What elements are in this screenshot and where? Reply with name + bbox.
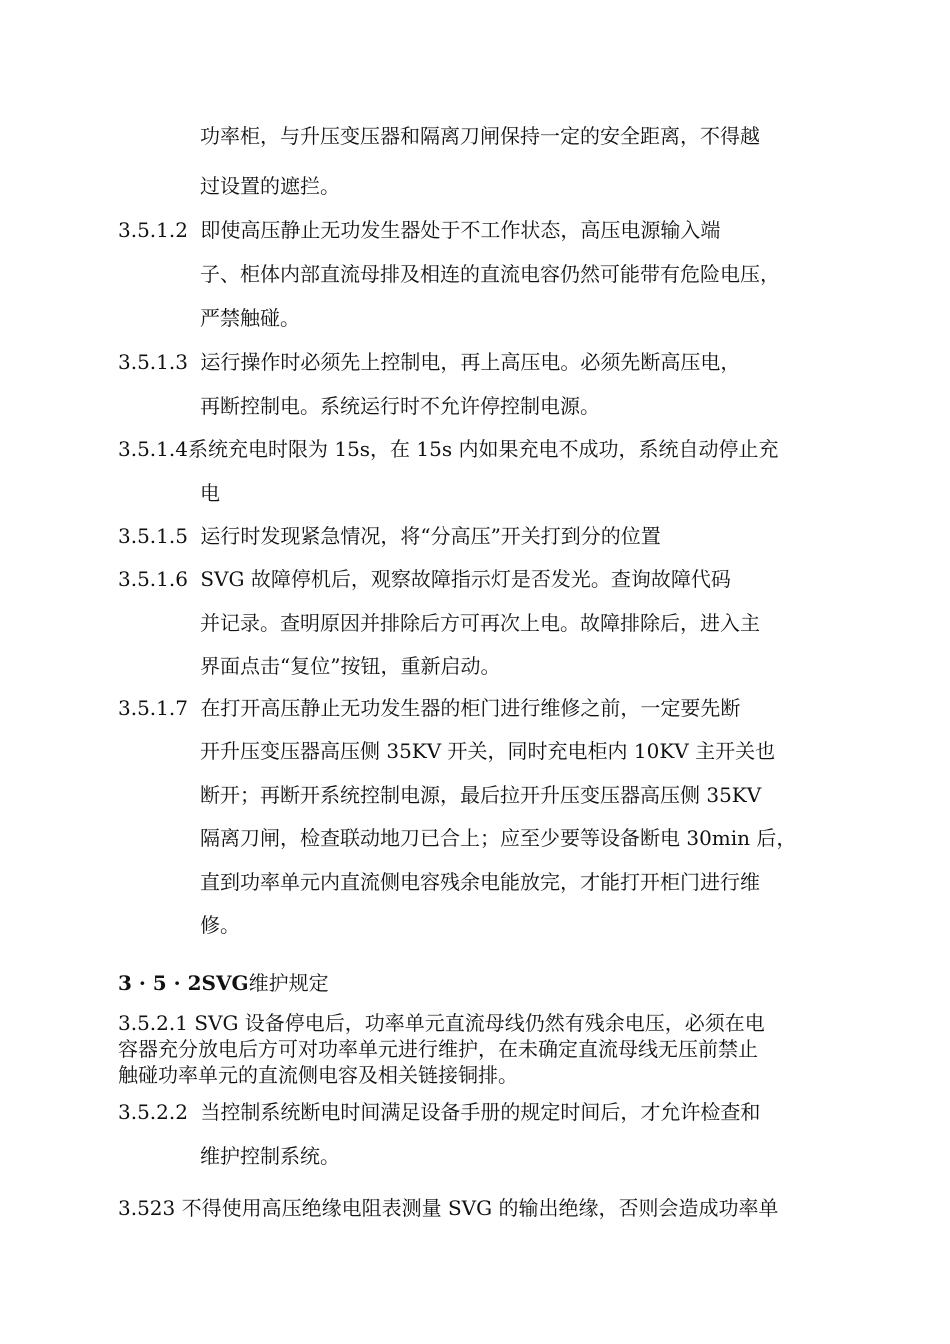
item-3517-line-2: 开升压变压器高压侧 35KV 开关，同时充电柜内 10KV 主开关也	[200, 739, 776, 763]
item-3512-line-3: 严禁触碰。	[200, 306, 300, 330]
item-3513-line-2: 再断控制电。系统运行时不允许停控制电源。	[200, 394, 600, 418]
item-number: 3.5.2.2	[118, 1100, 188, 1124]
section-title: 维护规定	[248, 971, 329, 995]
item-3522-line-2: 维护控制系统。	[200, 1144, 340, 1168]
item-3521-line-2: 容器充分放电后方可对功率单元进行维护，在未确定直流母线无压前禁止	[118, 1037, 758, 1061]
item-3516-line-3: 界面点击“复位”按钮，重新启动。	[200, 654, 501, 678]
section-heading-352	[118, 971, 329, 995]
item-text: 当控制系统断电时间满足设备手册的规定时间后，才允许检查和	[200, 1100, 761, 1124]
item-3523-line-1: 3.523 不得使用高压绝缘电阻表测量 SVG 的输出绝缘，否则会造成功率单	[118, 1196, 779, 1220]
item-text: 运行操作时必须先上控制电，再上高压电。必须先断高压电，	[200, 350, 741, 374]
item-text: 系统充电时限为 15s，在 15s 内如果充电不成功，系统自动停止充	[187, 437, 779, 461]
item-number: 3.5.1.7	[118, 696, 188, 720]
item-number: 3.5.1.4	[118, 437, 188, 461]
item-number: 3.5.1.2	[118, 218, 188, 242]
item-3521-line-3: 触碰功率单元的直流侧电容及相关链接铜排。	[118, 1063, 518, 1087]
item-text: 在打开高压静止无功发生器的柜门进行维修之前，一定要先断	[200, 696, 741, 720]
item-3512-first-line	[118, 218, 720, 242]
item-3516-first-line	[118, 567, 731, 591]
item-3517-line-4: 隔离刀闸，检查联动地刀已合上；应至少要等设备断电 30min 后，	[200, 826, 797, 850]
item-3517-line-5: 直到功率单元内直流侧电容残余电能放完，才能打开柜门进行维	[200, 870, 760, 894]
section-number: 3 · 5 · 2SVG	[118, 971, 249, 995]
item-3517-first-line	[118, 696, 740, 720]
item-3517-line-6: 修。	[200, 913, 240, 937]
item-number: 3.5.1.3	[118, 350, 188, 374]
item-3515-first-line	[118, 524, 661, 548]
item-3513-first-line	[118, 350, 740, 374]
item-3522-first-line	[118, 1100, 760, 1124]
item-number: 3.5.1.6	[118, 567, 188, 591]
item-number: 3.5.1.5	[118, 524, 188, 548]
item-text: SVG 故障停机后，观察故障指示灯是否发光。查询故障代码	[200, 567, 731, 591]
item-text: 即使高压静止无功发生器处于不工作状态，高压电源输入端	[200, 218, 721, 242]
item-3512-line-2: 子、柜体内部直流母排及相连的直流电容仍然可能带有危险电压，	[200, 262, 780, 286]
item-3516-line-2: 并记录。查明原因并排除后方可再次上电。故障排除后，进入主	[200, 611, 760, 635]
item-3514-line-2: 电	[200, 481, 220, 505]
continuation-line-1: 功率柜，与升压变压器和隔离刀闸保持一定的安全距离，不得越	[200, 124, 760, 148]
item-3517-line-3: 断开；再断开系统控制电源，最后拉开升压变压器高压侧 35KV	[200, 783, 762, 807]
item-3514-first-line	[118, 437, 778, 461]
item-3521-line-1: 3.5.2.1 SVG 设备停电后，功率单元直流母线仍然有残余电压，必须在电	[118, 1011, 765, 1035]
continuation-line-2: 过设置的遮拦。	[200, 174, 340, 198]
item-text: 运行时发现紧急情况，将“分高压”开关打到分的位置	[200, 524, 661, 548]
